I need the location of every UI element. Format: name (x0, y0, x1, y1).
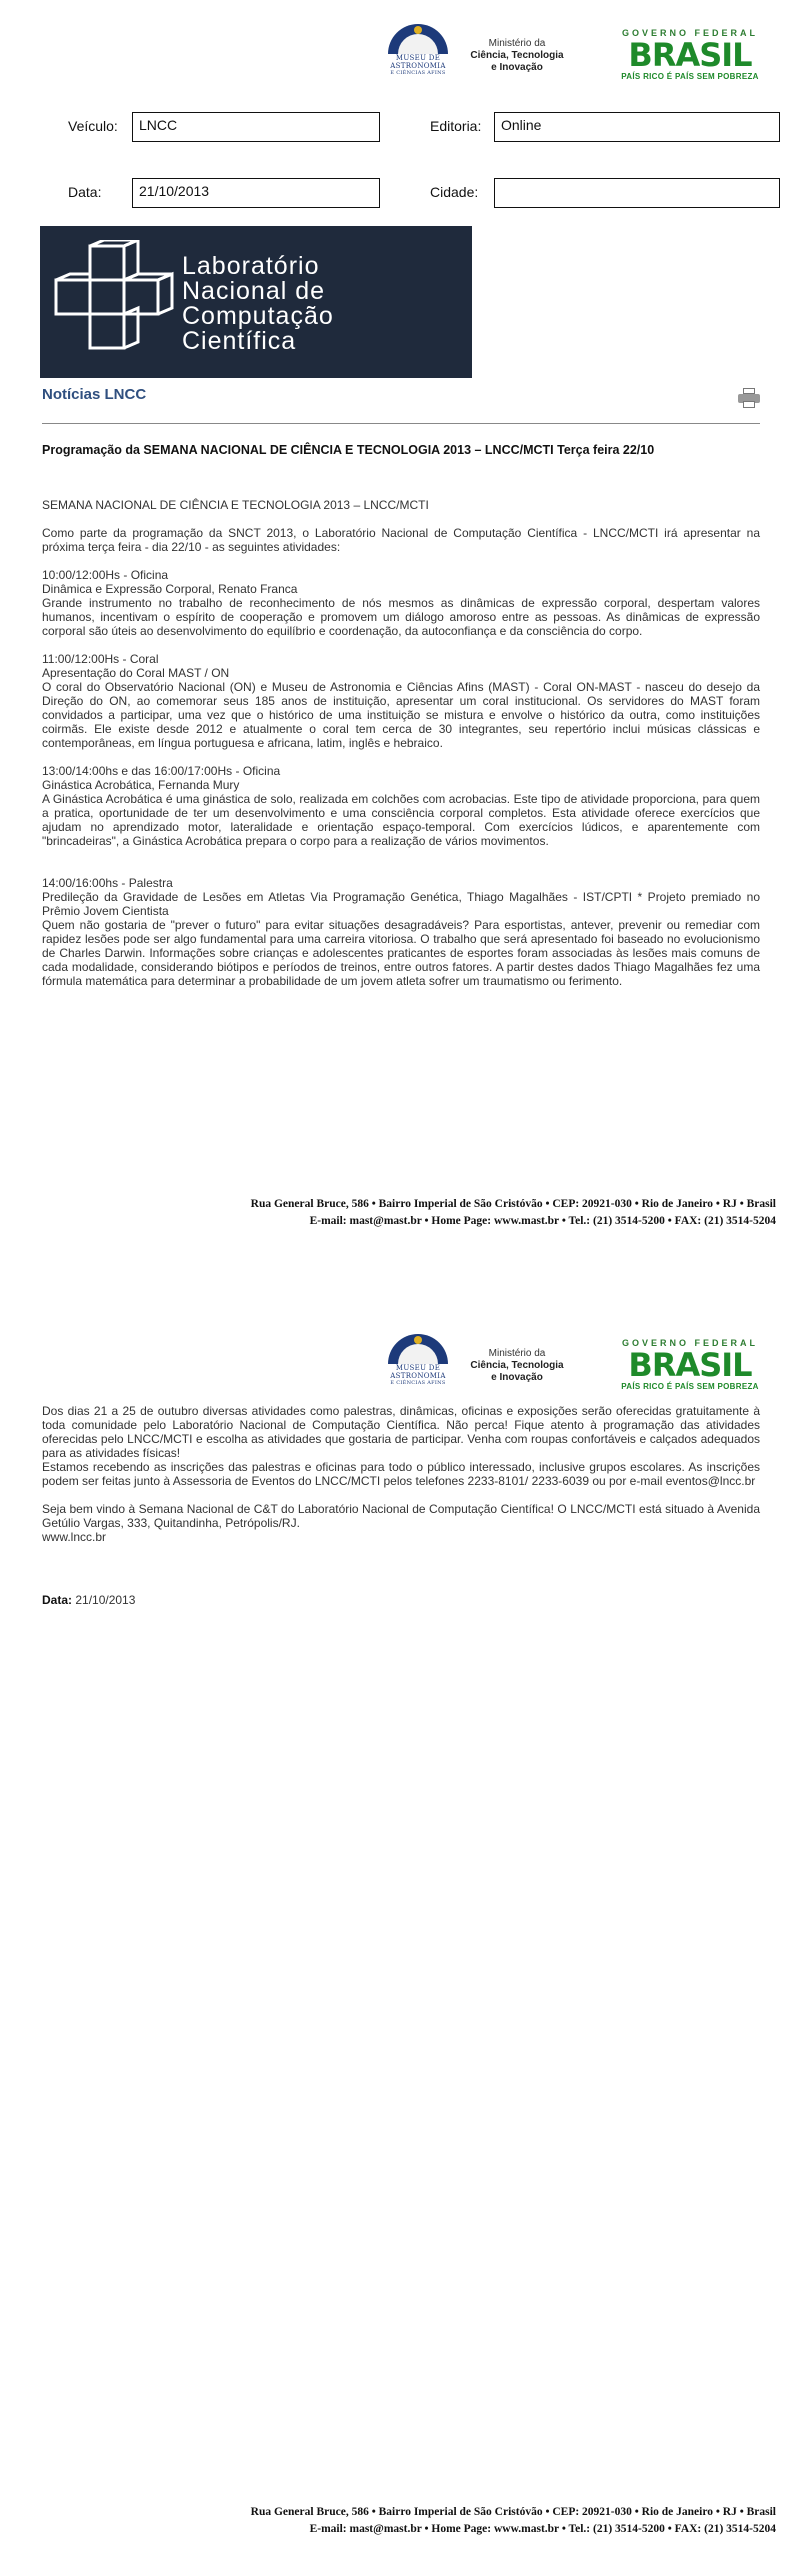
banner-line1: Laboratório (182, 252, 320, 280)
header-logos (0, 16, 800, 86)
veiculo-field: LNCC (132, 112, 380, 142)
article-date (42, 1593, 135, 1607)
editoria-field: Online (494, 112, 780, 142)
article-paragraph: SEMANA NACIONAL DE CIÊNCIA E TECNOLOGIA 2013 – LNCC/MCTI (42, 498, 429, 512)
lncc-banner (40, 226, 472, 378)
article-date-label: Data: (42, 1593, 73, 1607)
printer-icon[interactable] (738, 388, 760, 408)
data-field: 21/10/2013 (132, 178, 380, 208)
museum-name-line3: E CIÊNCIAS AFINS (390, 1380, 446, 1386)
ministry-line1: Ministério da (488, 1348, 546, 1359)
gov-top-text: GOVERNO FEDERAL (621, 1338, 758, 1348)
form-row-data (0, 178, 800, 208)
data-label: Data: (68, 184, 102, 200)
cidade-field (494, 178, 780, 208)
footer-address: Rua General Bruce, 586 • Bairro Imperial de São Cristóvão • CEP: 20921-030 • Rio de Janeiro • RJ • Brasil (250, 1198, 776, 1210)
article-paragraph: Seja bem vindo à Semana Nacional de C&T do Laboratório Nacional de Computação Científica! O LNCC/MCTI está situado à Avenida Getúlio Vargas, 333, Quitandinha, Petrópolis/RJ. www.lncc.br (42, 1502, 760, 1544)
ministry-line2: Ciência, Tecnologia (470, 50, 564, 61)
observatory-dome-icon (388, 1334, 448, 1364)
ministry-line3: e Inovação (491, 1372, 543, 1383)
gov-brasil-wordmark: BRASIL (628, 1346, 752, 1384)
museum-name-line1: MUSEU DE (395, 1364, 441, 1372)
observatory-dome-icon (388, 24, 448, 54)
footer-contact: E-mail: mast@mast.br • Home Page: www.mast.br • Tel.: (21) 3514-5200 • FAX: (21) 3514-5204 (309, 2523, 776, 2535)
article-paragraph: 11:00/12:00Hs - Coral Apresentação do Coral MAST / ON O coral do Observatório Nacional (ON) e Museu de Astronomia e Ciências Afins (MAST) - Coral ON-MAST - nasceu do desejo da Direção do ON, ao comemorar seus 185 anos de instituição, apresentar um coral institucional. Os servidores do MAST foram convidados a participar, uma vez que o histórico de uma instituição se mistura e envolve o histórico da outra, como instituições coirmãs. Ele existe desde 2012 e atualmente o coral tem cerca de 30 integrantes, seu repertório inclui músicas clássicas e contemporâneas, em língua portuguesa e africana, latim, inglês e hebraico. (42, 652, 760, 750)
page1-footer (200, 1196, 776, 1230)
footer-contact: E-mail: mast@mast.br • Home Page: www.mast.br • Tel.: (21) 3514-5200 • FAX: (21) 3514-5204 (309, 1215, 776, 1227)
banner-line3: Computação (182, 302, 334, 330)
gov-brasil-wordmark: BRASIL (628, 36, 752, 74)
banner-line4: Científica (182, 327, 297, 355)
museum-logo (383, 1334, 453, 1396)
footer-address: Rua General Bruce, 586 • Bairro Imperial de São Cristóvão • CEP: 20921-030 • Rio de Janeiro • RJ • Brasil (250, 2506, 776, 2518)
ministry-line2: Ciência, Tecnologia (470, 1360, 564, 1371)
ministry-logo (462, 1348, 572, 1384)
government-logo (605, 28, 775, 86)
article-paragraph: 13:00/14:00hs e das 16:00/17:00Hs - Oficina Ginástica Acrobática, Fernanda Mury A Ginástica Acrobática é uma ginástica de solo, realizada em colchões com acrobacias. Este tipo de atividade proporciona, para quem a pratica, oportunidade de ter um desenvolvimento e uma consciência corporal completos. Esta atividade oferece exercícios que ajudam no aprendizado motor, lateralidade e orientação espaço-temporal. Com exercícios lúdicos, e aparentemente com "brincadeiras", a Ginástica Acrobática prepara o corpo para a realização de vários movimentos. (42, 764, 760, 848)
ministry-logo (462, 38, 572, 74)
article-paragraph: 10:00/12:00Hs - Oficina Dinâmica e Expressão Corporal, Renato Franca Grande instrumento no trabalho de reconhecimento de nós mesmos as dinâmicas de expressão corporal, despertam valores humanos, incentivam o espírito de cooperação e promovem um diálogo amoroso entre as pessoas. As dinâmicas de expressão corporal são úteis ao desenvolvimento do equilíbrio e coordenação, da autoconfiança e da consciência do corpo. (42, 568, 760, 638)
lncc-cube-icon (50, 240, 174, 364)
article-title: Programação da SEMANA NACIONAL DE CIÊNCIA E TECNOLOGIA 2013 – LNCC/MCTI Terça feira 22/10 (42, 443, 655, 457)
ministry-line3: e Inovação (491, 62, 543, 73)
article-paragraph: 14:00/16:00hs - Palestra Predileção da Gravidade de Lesões em Atletas Via Programação Genética, Thiago Magalhães - IST/CPTI * Projeto premiado no Prêmio Jovem Cientista Quem não gostaria de "prever o futuro" para evitar situações desagradáveis? Para esportistas, antever, prevenir ou remediar com rapidez lesões pode ser algo fundamental para uma carreira vitoriosa. O trabalho que será apresentado foi baseado no evolucionismo de Charles Darwin. Informações sobre crianças e adolescentes praticantes de esportes foram associadas às lesões mais comuns de cada modalidade, considerando biótipos e períodos de treinos, entre outros fatores. A partir destes dados Thiago Magalhães fez uma fórmula matemática para determinar a probabilidade de um jovem atleta sofrer um traumatismo ou ferimento. (42, 876, 760, 988)
gov-top-text: GOVERNO FEDERAL (621, 28, 758, 38)
page2-footer (200, 2504, 776, 2538)
museum-name-line1: MUSEU DE (395, 54, 441, 62)
article-paragraph: Dos dias 21 a 25 de outubro diversas atividades como palestras, dinâmicas, oficinas e exposições serão oferecidas gratuitamente à toda comunidade pelo Laboratório Nacional de Computação Científica. Não perca! Fique atento à programação das atividades oferecidas pelo LNCC/MCTI e escolha as atividades que gostaria de participar. Venha com roupas confortáveis e calçados adequados para as atividades físicas! Estamos recebendo as inscrições das palestras e oficinas para todo o público interessado, inclusive grupos escolares. As inscrições podem ser feitas junto à Assessoria de Eventos do LNCC/MCTI pelos telefones 2233-8101/ 2233-6039 ou por e-mail eventos@lncc.br (42, 1404, 760, 1488)
article-body-page1 (42, 498, 760, 988)
editoria-label: Editoria: (430, 118, 482, 134)
cidade-label: Cidade: (430, 184, 479, 200)
museum-name-line3: E CIÊNCIAS AFINS (390, 70, 446, 76)
article-paragraph: Como parte da programação da SNCT 2013, o Laboratório Nacional de Computação Científica - LNCC/MCTI irá apresentar na próxima terça feira - dia 22/10 - as seguintes atividades: (42, 526, 760, 554)
header-logos-page2 (0, 1326, 800, 1396)
gov-slogan: PAÍS RICO É PAÍS SEM POBREZA (621, 1382, 759, 1391)
museum-name-line2: ASTRONOMIA (390, 1372, 446, 1380)
gov-slogan: PAÍS RICO É PAÍS SEM POBREZA (621, 72, 759, 81)
article-body-page2 (42, 1404, 760, 1544)
news-section-title: Notícias LNCC (42, 386, 147, 403)
museum-logo (383, 24, 453, 86)
veiculo-label: Veículo: (68, 118, 118, 134)
news-section-header (42, 386, 760, 424)
lncc-banner-text (182, 254, 334, 354)
form-row-veiculo (0, 112, 800, 142)
ministry-line1: Ministério da (488, 38, 546, 49)
government-logo (605, 1338, 775, 1396)
article-date-value: 21/10/2013 (72, 1593, 136, 1607)
banner-line2: Nacional de (182, 277, 326, 305)
museum-name-line2: ASTRONOMIA (390, 62, 446, 70)
